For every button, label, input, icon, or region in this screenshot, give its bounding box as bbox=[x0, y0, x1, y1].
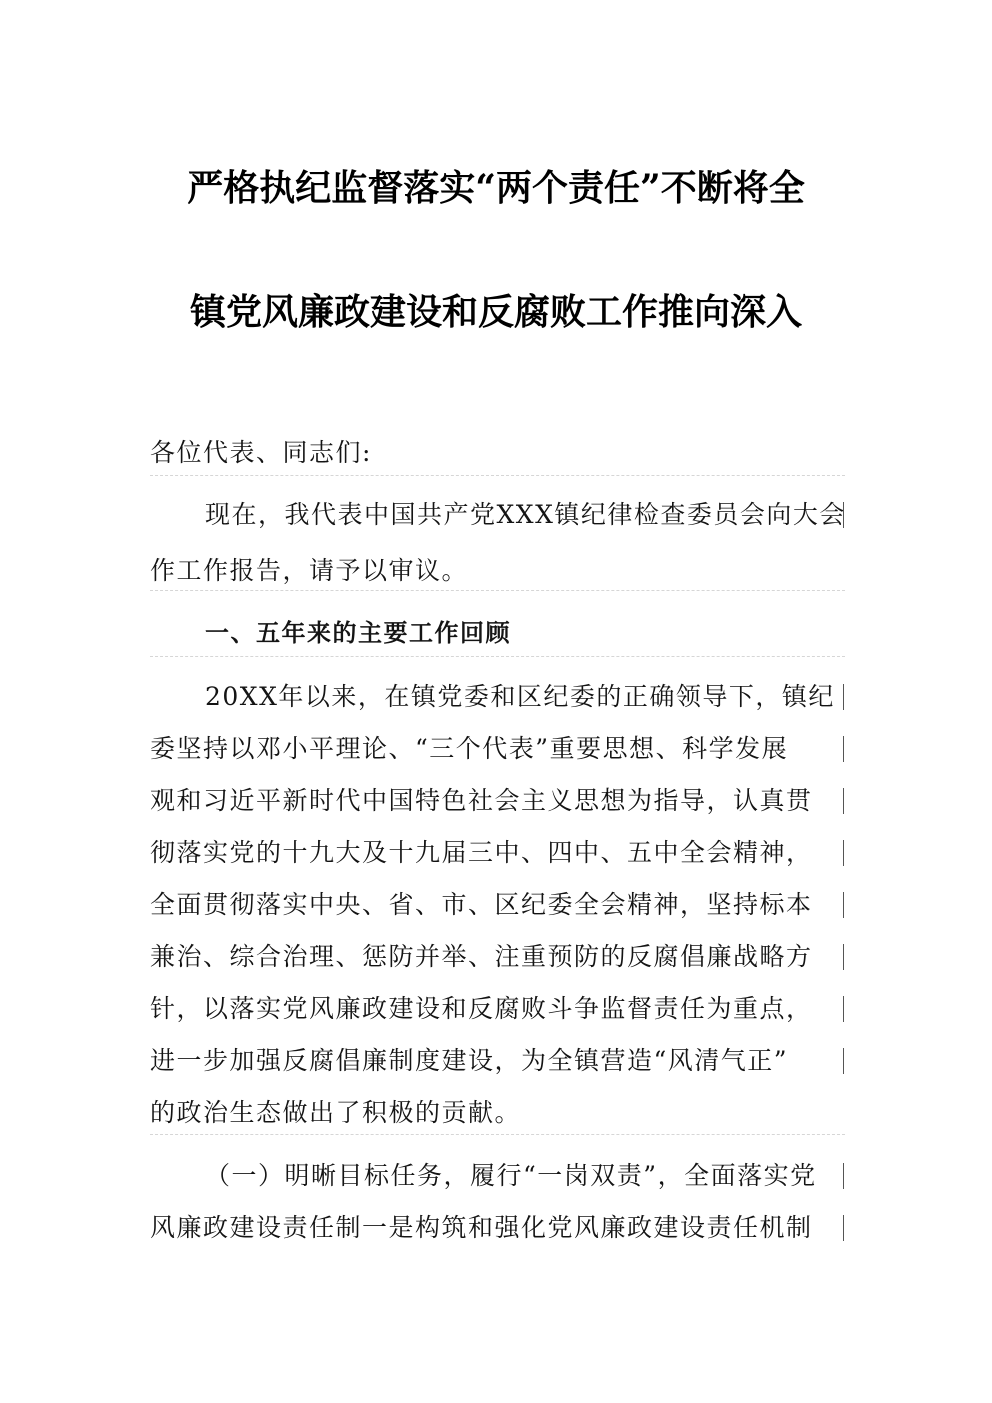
intro-line: 作工作报告，请予以审议。 bbox=[150, 556, 469, 585]
salutation: 各位代表、同志们: bbox=[150, 438, 372, 467]
margin-mark bbox=[843, 892, 844, 918]
paragraph-line: 兼治、综合治理、惩防并举、注重预防的反腐倡廉战略方 bbox=[150, 942, 813, 971]
margin-mark bbox=[843, 788, 844, 814]
line-rule bbox=[150, 475, 845, 476]
margin-mark bbox=[843, 1215, 844, 1241]
paragraph-line: 的政治生态做出了积极的贡献。 bbox=[150, 1098, 522, 1127]
paragraph-line: 20XX年以来，在镇党委和区纪委的正确领导下，镇纪 bbox=[205, 682, 835, 711]
intro-line: 现在，我代表中国共产党XXX镇纪律检查委员会向大会 bbox=[205, 500, 846, 529]
margin-mark bbox=[843, 944, 844, 970]
margin-mark bbox=[843, 840, 844, 866]
document-title-line-1: 严格执纪监督落实“两个责任”不断将全 bbox=[187, 167, 805, 209]
margin-mark bbox=[843, 502, 844, 528]
document-title-line-2: 镇党风廉政建设和反腐败工作推向深入 bbox=[189, 291, 802, 333]
paragraph-line: 彻落实党的十九大及十九届三中、四中、五中全会精神， bbox=[150, 838, 813, 867]
margin-mark bbox=[843, 1163, 844, 1189]
margin-mark bbox=[843, 1048, 844, 1074]
margin-mark bbox=[843, 736, 844, 762]
paragraph-line: 进一步加强反腐倡廉制度建设，为全镇营造“风清气正” bbox=[150, 1046, 789, 1075]
paragraph-line: 委坚持以邓小平理论、“三个代表”重要思想、科学发展 bbox=[150, 734, 789, 763]
line-rule bbox=[150, 656, 845, 657]
paragraph-line: 针，以落实党风廉政建设和反腐败斗争监督责任为重点， bbox=[150, 994, 813, 1023]
line-rule bbox=[150, 1134, 845, 1135]
margin-mark bbox=[843, 684, 844, 710]
subsection-line: 风廉政建设责任制一是构筑和强化党风廉政建设责任机制 bbox=[150, 1213, 813, 1242]
subsection-line: （一）明晰目标任务，履行“一岗双责”，全面落实党 bbox=[205, 1161, 817, 1190]
margin-mark bbox=[843, 996, 844, 1022]
section-heading: 一、五年来的主要工作回顾 bbox=[205, 618, 511, 647]
paragraph-line: 全面贯彻落实中央、省、市、区纪委全会精神，坚持标本 bbox=[150, 890, 813, 919]
paragraph-line: 观和习近平新时代中国特色社会主义思想为指导，认真贯 bbox=[150, 786, 813, 815]
line-rule bbox=[150, 590, 845, 591]
